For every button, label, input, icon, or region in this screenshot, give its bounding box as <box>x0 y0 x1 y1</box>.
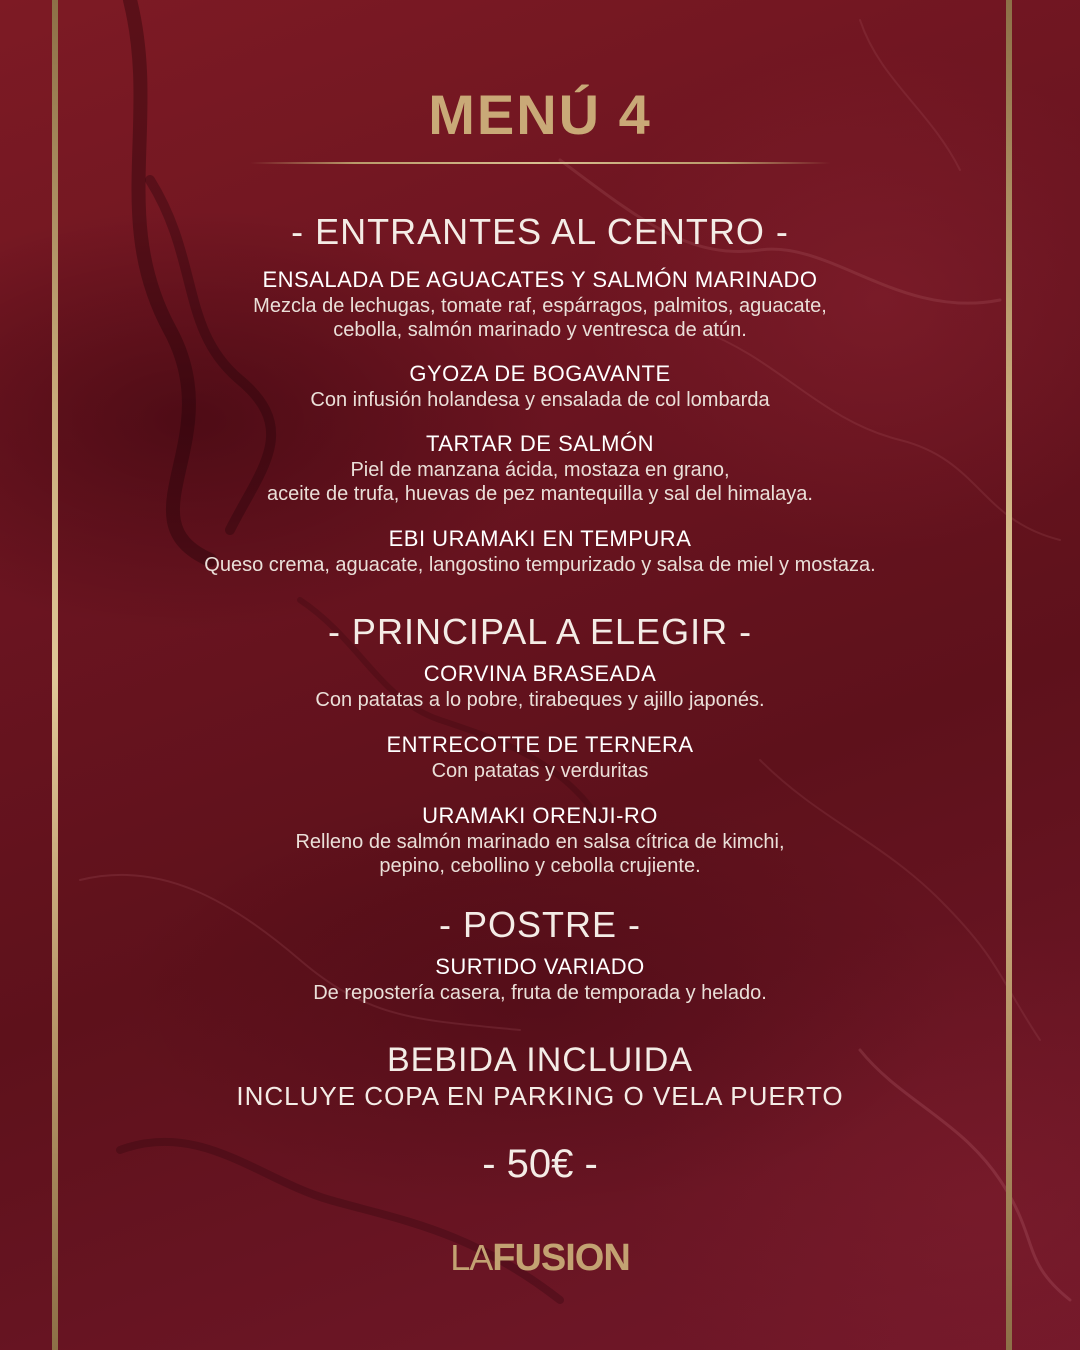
menu-item-entrecotte <box>60 731 1020 783</box>
item-name: ENTRECOTTE DE TERNERA <box>386 732 694 757</box>
section-entrantes-title-block <box>60 210 1020 254</box>
menu-item-ebi-uramaki <box>60 525 1020 577</box>
drinks-subtitle: INCLUYE COPA EN PARKING O VELA PUERTO <box>236 1081 844 1111</box>
item-description: Mezcla de lechugas, tomate raf, espárragos, palmitos, aguacate, cebolla, salmón marinado y ventresca de atún. <box>253 295 827 341</box>
item-description: Queso crema, aguacate, langostino tempurizado y salsa de miel y mostaza. <box>204 554 876 576</box>
item-name: TARTAR DE SALMÓN <box>425 431 655 456</box>
item-description: Relleno de salmón marinado en salsa cítrica de kimchi, pepino, cebollino y cebolla crujiente. <box>295 831 785 877</box>
item-description: Piel de manzana ácida, mostaza en grano, aceite de trufa, huevas de pez mantequilla y sal del himalaya. <box>267 459 813 505</box>
section-postre-title-block <box>60 903 1020 947</box>
brand-logo <box>60 1236 1020 1287</box>
item-description: Con infusión holandesa y ensalada de col lombarda <box>310 389 770 411</box>
item-description: De repostería casera, fruta de temporada y helado. <box>313 982 767 1004</box>
item-name: SURTIDO VARIADO <box>435 954 645 979</box>
title-divider <box>250 162 830 164</box>
brand-name: FUSION <box>492 1237 630 1279</box>
menu-item-gyoza <box>60 360 1020 412</box>
menu-title: MENÚ 4 <box>428 83 652 146</box>
menu-price: - 50€ - <box>482 1142 598 1186</box>
item-description: Con patatas y verduritas <box>431 760 649 782</box>
drinks-title: BEBIDA INCLUIDA <box>387 1041 693 1079</box>
menu-item-ensalada <box>60 266 1020 342</box>
section-title-entrantes: - ENTRANTES AL CENTRO - <box>291 211 789 252</box>
menu-item-corvina <box>60 660 1020 712</box>
section-title-postre: - POSTRE - <box>438 904 641 945</box>
item-name: ENSALADA DE AGUACATES Y SALMÓN MARINADO <box>262 267 818 292</box>
section-title-principal: - PRINCIPAL A ELEGIR - <box>327 611 753 652</box>
section-principal-title-block <box>60 610 1020 654</box>
menu-item-tartar <box>60 430 1020 506</box>
drinks-block <box>60 1040 1020 1112</box>
price-block <box>60 1140 1020 1188</box>
item-name: URAMAKI ORENJI-RO <box>422 803 658 828</box>
item-description: Con patatas a lo pobre, tirabeques y ajillo japonés. <box>315 689 765 711</box>
item-name: EBI URAMAKI EN TEMPURA <box>388 526 692 551</box>
menu-item-uramaki-orenji <box>60 802 1020 878</box>
gold-frame-left <box>52 0 58 1350</box>
brand-prefix: LA <box>450 1237 493 1278</box>
menu-item-surtido <box>60 953 1020 1005</box>
item-name: GYOZA DE BOGAVANTE <box>409 361 671 386</box>
item-name: CORVINA BRASEADA <box>423 661 657 686</box>
